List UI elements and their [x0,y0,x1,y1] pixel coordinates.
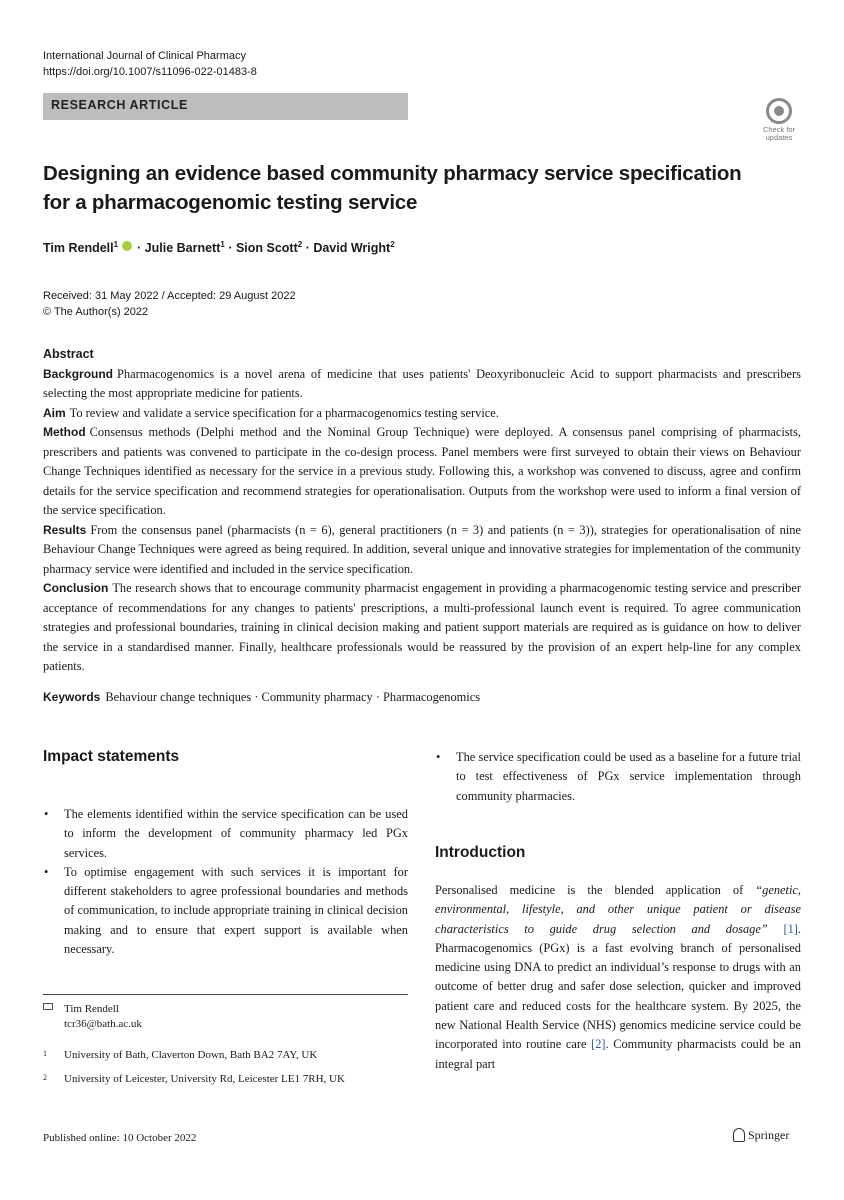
footnote-divider [43,994,408,995]
affiliation-1 [43,1048,408,1063]
abstract-method [43,423,801,521]
springer-horse-icon [733,1128,745,1142]
author-list [43,240,395,255]
abstract-text: To review and validate a service specification for a pharmacogenomics testing service. [69,405,499,420]
abstract-text: From the consensus panel (pharmacists (n = 6), general practitioners (n = 3) and patients (n = 3)), strategies for operationalisation of nine Behaviour Change Techniques were agreed as being required. In addition, several unique and innovative strategies for implementation of the community pharmacy service were identified and included in the service specification. [43,522,801,576]
publication-dates [43,288,296,320]
check-for-updates-button[interactable] [756,98,802,146]
abstract-results [43,521,801,580]
journal-header [43,48,257,80]
abstract-background [43,365,801,404]
impact-bullet: • The service specification could be used as a baseline for a future trial to test effectiveness of PGx service implementation through community pharmacies. [435,748,801,806]
doi-link[interactable]: https://doi.org/10.1007/s11096-022-01483-8 [43,66,257,78]
impact-bullet: • The elements identified within the service specification can be used to inform the development of community pharmacy led PGx services. [43,805,408,863]
introduction-heading: Introduction [435,844,526,861]
article-type-banner [43,93,408,120]
abstract-label: Conclusion [43,581,109,595]
introduction-body [435,881,801,1074]
intro-quote: “genetic, environmental, lifestyle, and other unique patient or disease characteristics to guide drug selection and dosage” [435,883,801,936]
affiliation-number: 1 [43,1049,47,1058]
author-affiliation: 2 [297,240,303,249]
impact-bullet: • To optimise engagement with such services it is important for different stakeholders to agree professional boundaries and methods of communication, to include appropriate training in clinical decision making and to ensure that expert support is available when necessary. [43,863,408,959]
intro-text: . Community pharmacists could be an integral part [435,1037,801,1071]
citation-link[interactable]: [2] [591,1037,606,1052]
keywords-label: Keywords [43,690,101,704]
impact-statements-heading: Impact statements [43,748,180,765]
author-separator: · [133,241,145,256]
abstract-text: Pharmacogenomics is a novel arena of medicine that uses patients' Deoxyribonucleic Acid to support pharmacists and prescribers selecting the most appropriate medicine for patients. [43,366,801,400]
abstract-label: Aim [43,405,66,420]
impact-statements-list [43,805,408,959]
journal-name: International Journal of Clinical Pharmacy [43,50,246,62]
envelope-icon [43,1003,53,1010]
author-affiliation: 1 [220,240,225,249]
contact-name: Tim Rendell [64,1003,119,1015]
affiliation-number: 2 [43,1073,47,1082]
abstract-aim [43,404,801,424]
article-type-label: RESEARCH ARTICLE [51,98,188,112]
intro-text: . Pharmacogenomics (PGx) is a fast evolving branch of personalised medicine using DNA to predict an individual’s response to drugs with an outcome of better drug and safer dose selection, quicker and improved patient care and reduced costs for the healthcare system. By 2025, the new National Health Service (NHS) genomics medicine service could be incorporated into routine care [435,921,801,1052]
check-updates-text-2: updates [765,133,793,142]
abstract-label: Background [43,366,114,381]
received-accepted-dates: Received: 31 May 2022 / Accepted: 29 August 2022 [43,290,296,302]
abstract-label: Results [43,522,87,537]
check-for-updates-icon [766,98,792,124]
author-separator: · [302,241,314,256]
citation-link[interactable]: [1] [783,921,798,936]
orcid-icon[interactable] [122,241,132,251]
abstract [43,345,801,677]
abstract-heading: Abstract [43,347,94,361]
check-updates-text-1: Check for [762,125,796,134]
affiliation-2 [43,1072,408,1087]
author-separator: · [224,241,236,256]
contact-email[interactable]: tcr36@bath.ac.uk [64,1018,142,1030]
article-title: Designing an evidence based community pharmacy service specification for a pharmacogenomic testing service [43,162,742,214]
keywords [43,690,480,705]
abstract-label: Method [43,425,86,439]
author-name[interactable]: Julie Barnett [144,241,221,256]
author-name[interactable]: Sion Scott [235,241,298,256]
abstract-text: Consensus methods (Delphi method and the Nominal Group Technique) were deployed. A consensus panel comprising of pharmacists, prescribers and patients was convened to participate in the co-design process. Panel members were first surveyed to obtain their views on Behaviour Change Techniques identified as necessary for the service in a previous study. Following this, a workshop was convened to discuss, agree and confirm details for the service specification and recommend strategies for operationalisation. Outputs from the workshop were used to inform a final version of the service specification. [43,425,801,517]
abstract-conclusion [43,579,801,677]
publisher-logo [733,1128,789,1143]
affiliation-text: University of Leicester, University Rd, Leicester LE1 7RH, UK [64,1073,345,1085]
keywords-text: Behaviour change techniques · Community pharmacy · Pharmacogenomics [105,690,481,704]
abstract-text: The research shows that to encourage community pharmacist engagement in providing a pharmacogenomic testing service and prescriber acceptance of recommendations for any changes to patients' prescriptions, a multi-professional launch event is required. To agree communication strategies and professional boundaries, training in clinical decision making and patient support materials are required as is guidance on how to deliver the service in a standardised manner. Finally, healthcare professionals would be reassured by the provision of an expert help-line for any complex patients. [43,581,801,673]
author-name[interactable]: Tim Rendell [43,241,114,256]
copyright-notice: © The Author(s) 2022 [43,306,149,318]
affiliation-text: University of Bath, Claverton Down, Bath BA2 7AY, UK [64,1049,318,1061]
publisher-name: Springer [748,1128,790,1142]
author-affiliation: 1 [113,240,119,249]
impact-statements-list-continued [435,748,801,806]
corresponding-author [43,1002,142,1032]
author-affiliation: 2 [390,240,395,249]
author-name[interactable]: David Wright [313,241,391,256]
published-online-date: Published online: 10 October 2022 [43,1132,197,1144]
intro-text: Personalised medicine is the blended application of [435,883,756,897]
